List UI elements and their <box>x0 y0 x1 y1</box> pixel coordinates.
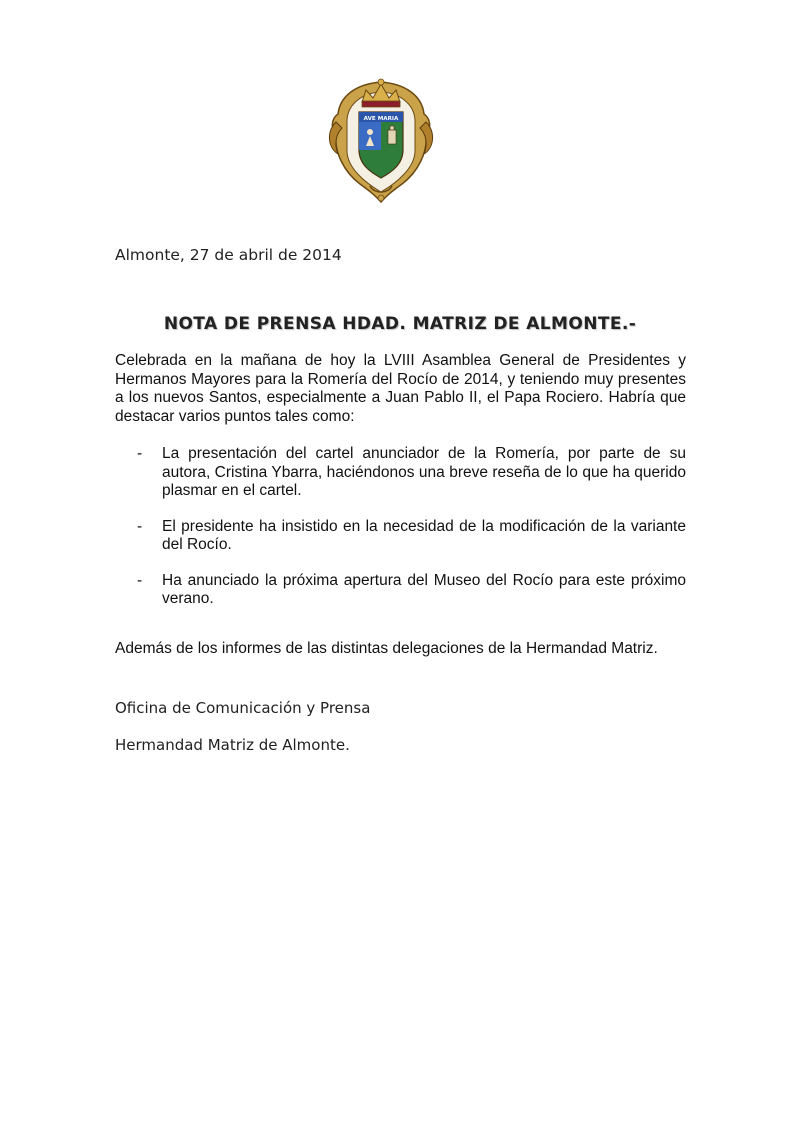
list-item <box>115 572 686 609</box>
list-item-text: Ha anunciado la próxima apertura del Museo del Rocío para este próximo verano. <box>162 571 686 607</box>
list-item <box>115 445 686 501</box>
signature-office: Oficina de Comunicación y Prensa <box>115 699 371 717</box>
key-points-list <box>115 445 686 609</box>
intro-paragraph: Celebrada en la mañana de hoy la LVIII Asamblea General de Presidentes y Hermanos Mayores para la Romería del Rocío de 2014, y teniendo muy presentes a los nuevos Santos, especialmente a Juan Pablo II, el Papa Rociero. Habría que destacar varios puntos tales como: <box>115 352 686 425</box>
bullet-dash: - <box>137 445 143 462</box>
list-item-text: La presentación del cartel anunciador de la Romería, por parte de su autora, Cristina Ybarra, haciéndonos una breve reseña de lo que ha querido plasmar en el cartel. <box>162 445 686 499</box>
hermandad-crest-logo <box>326 62 436 207</box>
press-release-title: NOTA DE PRENSA HDAD. MATRIZ DE ALMONTE.- <box>163 314 637 334</box>
bullet-dash: - <box>137 517 143 535</box>
list-item <box>115 518 686 555</box>
closing-paragraph: Además de los informes de las distintas delegaciones de la Hermandad Matriz. <box>115 640 658 657</box>
list-item-text: El presidente ha insistido en la necesidad de la modificación de la variante del Rocío. <box>162 517 686 553</box>
crest-motto: AVE MARIA <box>363 116 399 122</box>
bullet-dash: - <box>137 571 143 589</box>
signature-organization: Hermandad Matriz de Almonte. <box>115 736 350 754</box>
letter-date: Almonte, 27 de abril de 2014 <box>115 246 342 264</box>
